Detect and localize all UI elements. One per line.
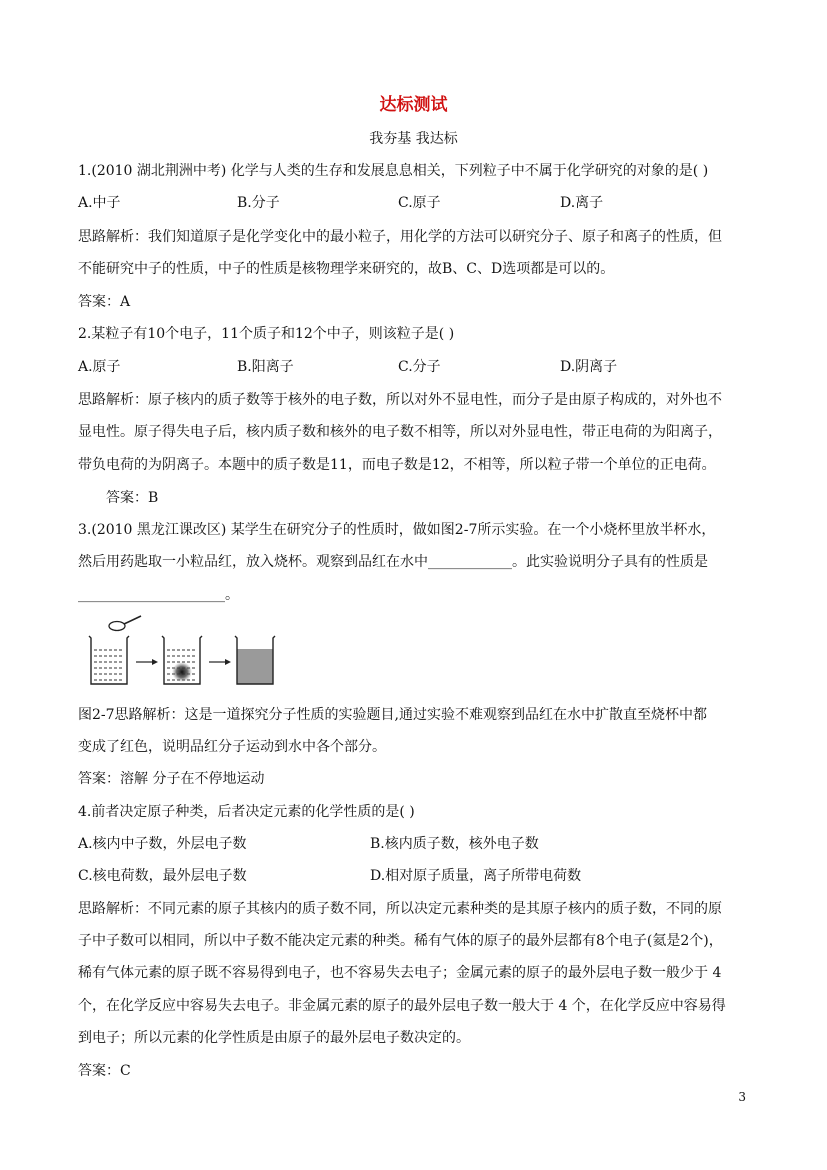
q3-stem-line-3: _____________________。: [78, 587, 239, 603]
q2-answer: 答案：B: [106, 490, 159, 506]
q1-answer: 答案：A: [78, 294, 131, 310]
q3-stem-line-1: 3.(2010 黑龙江课改区) 某学生在研究分子的性质时，做如图2-7所示实验。在一个小烧杯里放半杯水，: [78, 522, 716, 538]
q1-analysis-line-2: 不能研究中子的性质，中子的性质是核物理学来研究的，故B、C、D选项都是可以的。: [78, 261, 615, 277]
q1-analysis-line-1: 思路解析：我们知道原子是化学变化中的最小粒子，用化学的方法可以研究分子、原子和离子的性质，但: [78, 229, 722, 245]
q2-analysis-line-3: 带负电荷的为阴离子。本题中的质子数是11，而电子数是12，不相等，所以粒子带一个单位的正电荷。: [78, 457, 716, 473]
q4-option-a: A.核内中子数，外层电子数: [78, 836, 247, 852]
q4-option-b: B.核内质子数，核外电子数: [370, 836, 539, 852]
q4-stem: 4.前者决定原子种类，后者决定元素的化学性质的是( ): [78, 804, 415, 820]
q1-option-d: D.离子: [560, 195, 604, 211]
page-title: 达标测试: [379, 95, 448, 115]
q4-analysis-line-3: 稀有气体元素的原子既不容易得到电子，也不容易失去电子；金属元素的原子的最外层电子数一般少于 4: [78, 965, 722, 981]
arrow-right-icon: [209, 659, 231, 665]
q1-option-c: C.原子: [398, 195, 441, 211]
beaker-experiment-figure: [86, 614, 306, 690]
page-number: 3: [738, 1090, 746, 1104]
q2-option-a: A.原子: [78, 359, 121, 375]
spoon-icon: [109, 616, 141, 631]
q2-stem: 2.某粒子有10个电子，11个质子和12个中子，则该粒子是( ): [78, 326, 455, 342]
q3-stem-line-2: 然后用药匙取一小粒品红，放入烧杯。观察到品红在水中____________。此实验说明分子具有的性质是: [78, 554, 708, 570]
q4-option-d: D.相对原子质量，离子所带电荷数: [370, 868, 582, 884]
q2-option-b: B.阳离子: [237, 359, 294, 375]
q2-option-d: D.阴离子: [560, 359, 618, 375]
q3-analysis-line-2: 变成了红色，说明品红分子运动到水中各个部分。: [78, 739, 386, 755]
q4-analysis-line-5: 到电子；所以元素的化学性质是由原子的最外层电子数决定的。: [78, 1030, 470, 1046]
q4-analysis-line-1: 思路解析：不同元素的原子其核内的质子数不同，所以决定元素种类的是其原子核内的质子数，不同的原: [78, 901, 722, 917]
arrow-right-icon: [136, 659, 158, 665]
beaker-dye-dropped-icon: [162, 636, 202, 684]
beaker-dye-diffused-icon: [235, 636, 275, 684]
q1-stem: 1.(2010 湖北荆洲中考) 化学与人类的生存和发展息息相关，下列粒子中不属于化学研究的对象的是( ): [78, 163, 709, 179]
q1-option-a: A.中子: [78, 195, 121, 211]
q2-analysis-line-2: 显电性。原子得失电子后，核内质子数和核外的电子数不相等，所以对外显电性，带正电荷的为阳离子，: [78, 424, 722, 440]
beaker-water-icon: [89, 636, 129, 684]
q3-analysis-line-1: 图2-7思路解析：这是一道探究分子性质的实验题目,通过实验不难观察到品红在水中扩散直至烧杯中都: [78, 707, 707, 723]
q4-answer: 答案：C: [78, 1063, 131, 1079]
q4-analysis-line-2: 子中子数可以相同，所以中子数不能决定元素的种类。稀有气体的原子的最外层都有8个电子(氦是2个)，: [78, 933, 723, 949]
q4-option-c: C.核电荷数，最外层电子数: [78, 868, 247, 884]
page-subtitle: 我夯基 我达标: [369, 131, 458, 147]
q3-answer: 答案：溶解 分子在不停地运动: [78, 771, 265, 787]
q4-analysis-line-4: 个，在化学反应中容易失去电子。非金属元素的原子的最外层电子数一般大于 4 个，在化学反应中容易得: [78, 998, 726, 1014]
q1-option-b: B.分子: [237, 195, 280, 211]
q2-analysis-line-1: 思路解析：原子核内的质子数等于核外的电子数，所以对外不显电性，而分子是由原子构成的，对外也不: [78, 392, 722, 408]
q2-option-c: C.分子: [398, 359, 441, 375]
